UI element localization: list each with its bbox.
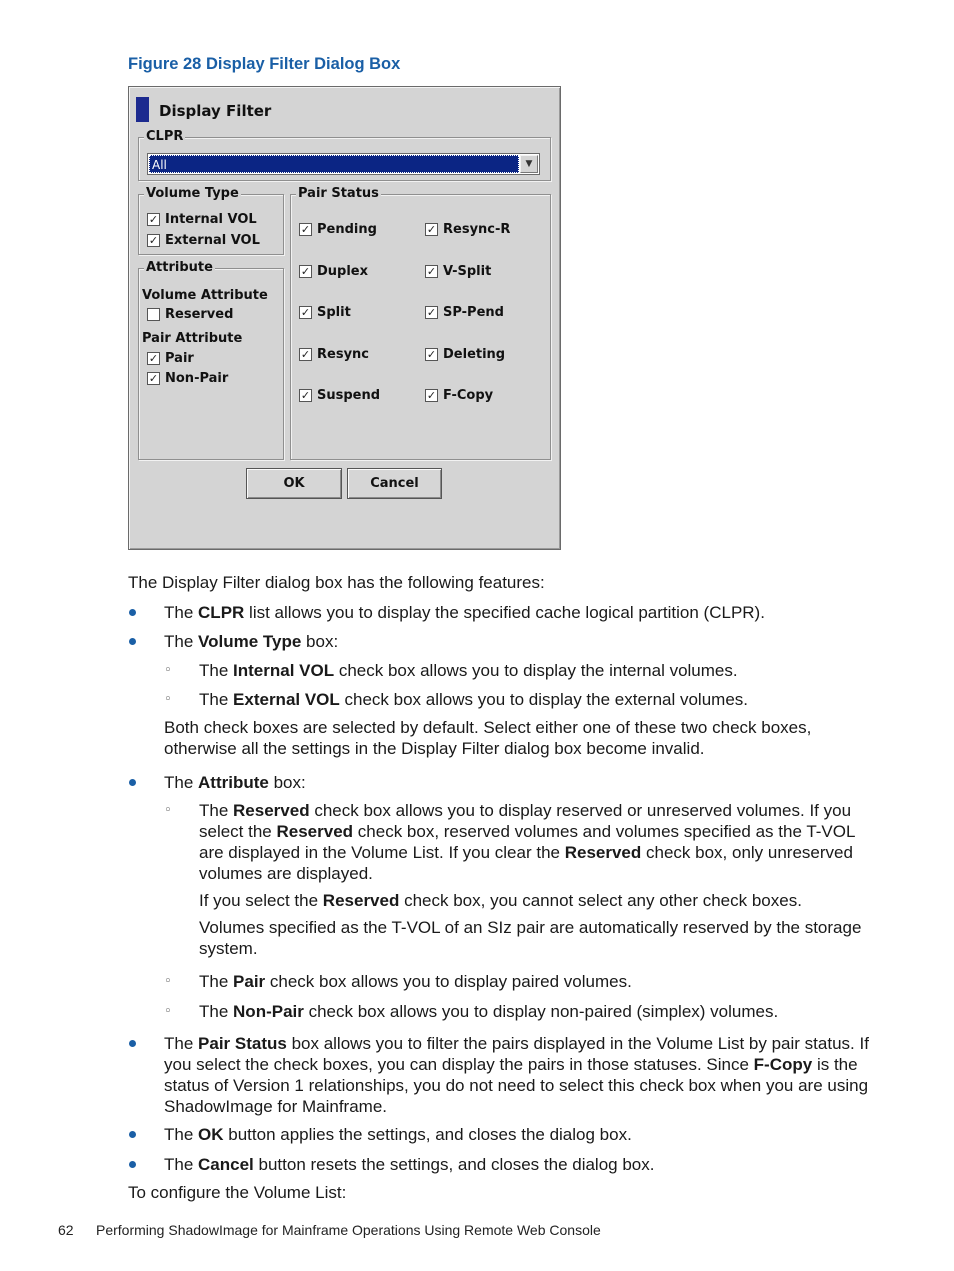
external-vol-description: The External VOL check box allows you to display the external volumes.	[199, 690, 749, 709]
external-vol-checkbox[interactable]: ✓ External VOL	[148, 233, 260, 248]
check-icon: ✓	[300, 389, 311, 402]
bullet-icon	[129, 609, 136, 616]
bullet-icon	[129, 1131, 136, 1138]
clpr-selected-value: All	[149, 155, 519, 173]
reserved-description: The Reserved check box allows you to display reserved or unreserved volumes. If you select the Reserved check box, reserved volumes and volumes specified as the T-VOL are displayed in the Volume List. If you clear the Reserved check box, only unreserved volumes are displayed.	[199, 801, 855, 883]
sub-bullet-icon: ◦	[164, 974, 172, 989]
check-icon: ✓	[148, 213, 159, 226]
volume-attribute-label: Volume Attribute	[142, 288, 268, 303]
non-pair-checkbox[interactable]: ✓ Non-Pair	[148, 371, 229, 386]
bullet-icon	[129, 638, 136, 645]
reserved-note: If you select the Reserved check box, you cannot select any other check boxes.	[199, 891, 802, 910]
clpr-label: CLPR	[146, 129, 184, 144]
check-icon: ✓	[426, 223, 437, 236]
check-icon: ✓	[426, 306, 437, 319]
check-icon: ✓	[148, 372, 159, 385]
check-icon: ✓	[300, 265, 311, 278]
clpr-description: The CLPR list allows you to display the specified cache logical partition (CLPR).	[164, 603, 765, 622]
check-icon: ✓	[148, 352, 159, 365]
footer-text: Performing ShadowImage for Mainframe Operations Using Remote Web Console	[96, 1222, 601, 1238]
volume-type-note: Both check boxes are selected by default. Select either one of these two check boxes, otherwise all the settings in the Display Filter dialog box become invalid.	[164, 718, 812, 758]
non-pair-description: The Non-Pair check box allows you to display non-paired (simplex) volumes.	[199, 1002, 779, 1021]
volume-type-label: Volume Type	[146, 186, 239, 201]
attribute-group	[138, 260, 284, 460]
dialog-title: Display Filter	[159, 102, 272, 120]
check-icon: ✓	[426, 348, 437, 361]
deleting-checkbox[interactable]: ✓ Deleting	[426, 347, 506, 362]
internal-vol-checkbox[interactable]: ✓ Internal VOL	[148, 212, 257, 227]
ok-description: The OK button applies the settings, and closes the dialog box.	[164, 1125, 632, 1144]
internal-vol-description: The Internal VOL check box allows you to display the internal volumes.	[199, 661, 738, 680]
clpr-select[interactable]	[147, 153, 540, 175]
clpr-group	[138, 129, 551, 181]
sub-bullet-icon: ◦	[164, 803, 172, 818]
resync-checkbox[interactable]: ✓ Resync	[300, 347, 369, 362]
tvol-note: Volumes specified as the T-VOL of an SIz pair are automatically reserved by the storage system.	[199, 918, 862, 958]
pair-checkbox[interactable]: ✓ Pair	[148, 351, 194, 366]
check-icon: ✓	[300, 306, 311, 319]
f-copy-checkbox[interactable]: ✓ F-Copy	[426, 388, 494, 403]
check-icon: ✓	[426, 265, 437, 278]
pair-attribute-label: Pair Attribute	[142, 331, 243, 346]
pair-description: The Pair check box allows you to display paired volumes.	[199, 972, 632, 991]
pair-status-group	[290, 186, 551, 460]
sub-bullet-icon: ◦	[164, 692, 172, 707]
cancel-button[interactable]: Cancel	[347, 468, 442, 499]
duplex-checkbox[interactable]: ✓ Duplex	[300, 264, 369, 279]
title-bar-accent	[136, 97, 149, 122]
v-split-checkbox[interactable]: ✓ V-Split	[426, 264, 492, 279]
volume-type-group	[138, 186, 284, 255]
check-icon: ✓	[300, 348, 311, 361]
ok-button[interactable]: OK	[246, 468, 342, 499]
attribute-label: Attribute	[146, 260, 213, 275]
check-icon: ✓	[300, 223, 311, 236]
intro-text: The Display Filter dialog box has the following features:	[128, 573, 545, 592]
figure-caption: Figure 28 Display Filter Dialog Box	[128, 55, 401, 73]
display-filter-dialog	[128, 86, 561, 550]
volume-type-description: The Volume Type box:	[164, 632, 339, 651]
pair-status-label: Pair Status	[298, 186, 379, 201]
suspend-checkbox[interactable]: ✓ Suspend	[300, 388, 381, 403]
check-icon: ✓	[148, 234, 159, 247]
page-number: 62	[58, 1222, 74, 1238]
resync-r-checkbox[interactable]: ✓ Resync-R	[426, 222, 511, 237]
configure-text: To configure the Volume List:	[128, 1183, 347, 1202]
bullet-icon	[129, 1161, 136, 1168]
attribute-description: The Attribute box:	[164, 773, 306, 792]
chevron-down-icon[interactable]: ▼	[520, 155, 538, 173]
sub-bullet-icon: ◦	[164, 663, 172, 678]
check-icon: ✓	[426, 389, 437, 402]
pair-status-description: The Pair Status box allows you to filter the pairs displayed in the Volume List by pair status. If you select the check boxes, you can display the pairs in those statuses. Since F-Copy is the status of Version 1 relationships, you do not need to select this check box when you are using ShadowImage for Mainframe.	[164, 1034, 869, 1116]
sp-pend-checkbox[interactable]: ✓ SP-Pend	[426, 305, 504, 320]
pending-checkbox[interactable]: ✓ Pending	[300, 222, 377, 237]
split-checkbox[interactable]: ✓ Split	[300, 305, 351, 320]
sub-bullet-icon: ◦	[164, 1004, 172, 1019]
cancel-description: The Cancel button resets the settings, and closes the dialog box.	[164, 1155, 655, 1174]
reserved-checkbox[interactable]: Reserved	[147, 307, 233, 322]
bullet-icon	[129, 1040, 136, 1047]
bullet-icon	[129, 779, 136, 786]
